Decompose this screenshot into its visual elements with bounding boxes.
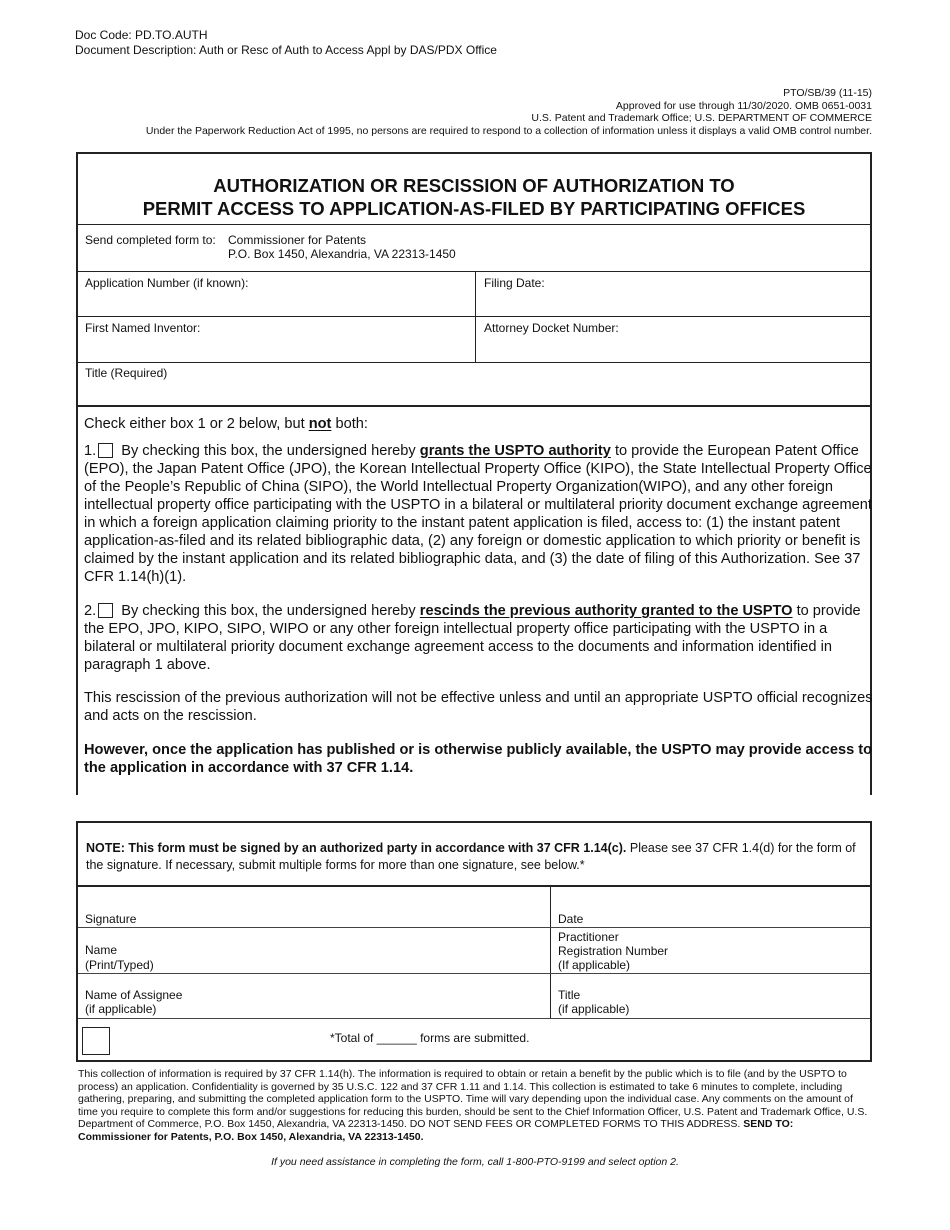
assistance-line: If you need assistance in completing the form, call 1-800-PTO-9199 and select option 2. (271, 1156, 679, 1168)
date-field[interactable]: Date (558, 912, 584, 926)
name-field-sub: (Print/Typed) (85, 958, 154, 972)
application-number-field[interactable]: Application Number (if known): (85, 276, 249, 290)
option-2-checkbox[interactable] (98, 603, 113, 618)
first-named-inventor-field[interactable]: First Named Inventor: (85, 321, 201, 335)
option-1-paragraph: 1. By checking this box, the undersigned hereby grants the USPTO authority to provide the European Patent Office (EPO), the Japan Patent Office (JPO), the Korean Intellectual Property Office (KIPO), the State Intellectual Property Office of the People’s Republic of China (SIPO), the World Intellectual Property Organization(WIPO), and any other foreign intellectual property office participating with the USPTO in a bilateral or multilateral priority document exchange agreement in which a foreign application claiming priority to the instant patent application is filed, access to: (1) the instant patent application-as-filed and its related bibliographic data, (2) any foreign or domestic application to which priority or benefit is claimed by the instant application and its related bibliographic data, and (3) the date of filing of this Authorization. See 37 CFR 1.14(h)(1). (84, 443, 872, 585)
registration-if-applicable: (If applicable) (558, 958, 631, 972)
send-to-label: Send completed form to: (85, 233, 216, 247)
form-number: PTO/SB/39 (11-15) (783, 87, 872, 99)
rescission-note: This rescission of the previous authorization will not be effective unless and until an appropriate USPTO official recognizes and acts on the rescission. (84, 690, 873, 724)
filing-date-field[interactable]: Filing Date: (484, 276, 545, 290)
title-field[interactable]: Title (Required) (85, 366, 168, 380)
doc-code: Doc Code: PD.TO.AUTH (75, 28, 208, 42)
option-2-paragraph: 2. By checking this box, the undersigned hereby rescinds the previous authority granted to the USPTO to provide the EPO, JPO, KIPO, SIPO, WIPO or any other foreign intellectual property office participating with the USPTO in a bilateral or multilateral priority document exchange agreement access to the documents and information identified in paragraph 1 above. (84, 603, 861, 673)
publication-note: However, once the application has published or is otherwise publicly available, the USPTO may provide access to the application in accordance with 37 CFR 1.14. (84, 742, 873, 776)
total-forms-text: *Total of ______ forms are submitted. (330, 1031, 530, 1045)
name-field[interactable]: Name (85, 943, 118, 957)
paperwork-notice: Under the Paperwork Reduction Act of 1995, no persons are required to respond to a collection of information unless it displays a valid OMB control number. (145, 125, 872, 137)
send-to-address: P.O. Box 1450, Alexandria, VA 22313-1450 (228, 247, 456, 261)
assignee-field-sub: (if applicable) (85, 1002, 157, 1016)
form-header-box (76, 152, 872, 407)
omb-approval: Approved for use through 11/30/2020. OMB 0651-0031 (615, 100, 872, 112)
registration-number-label: Registration Number (558, 944, 669, 958)
title-sig-field-sub: (if applicable) (558, 1002, 630, 1016)
attorney-docket-field[interactable]: Attorney Docket Number: (484, 321, 619, 335)
signature-note: NOTE: This form must be signed by an authorized party in accordance with 37 CFR 1.14(c). Please see 37 CFR 1.4(d) for the form of the signature. If necessary, submit multiple forms for more than one signature, see below.* (86, 841, 856, 872)
instructions: Check either box 1 or 2 below, but not both: (84, 416, 368, 432)
title-sig-field[interactable]: Title (558, 988, 581, 1002)
form-title-line1: AUTHORIZATION OR RESCISSION OF AUTHORIZATION TO (213, 175, 735, 196)
burden-statement: This collection of information is required by 37 CFR 1.14(h). The information is required to obtain or retain a benefit by the public which is to file (and by the USPTO to process) an application. Confidentiality is governed by 35 U.S.C. 122 and 37 CFR 1.11 and 1.14. This collection is estimated to take 6 minutes to complete, including gathering, preparing, and submitting the completed application form to the USPTO. Time will vary depending upon the individual case. Any comments on the amount of time you require to complete this form and/or suggestions for reducing this burden, should be sent to the Chief Information Officer, U.S. Patent and Trademark Office, U.S. Department of Commerce, P.O. Box 1450, Alexandria, VA 22313-1450. DO NOT SEND FEES OR COMPLETED FORMS TO THIS ADDRESS. SEND TO: Commissioner for Patents, P.O. Box 1450, Alexandria, VA 22313-1450. (78, 1068, 868, 1143)
send-to-name: Commissioner for Patents (228, 233, 367, 247)
signature-field[interactable]: Signature (85, 912, 137, 926)
total-forms-checkbox[interactable] (82, 1027, 110, 1055)
option-1-checkbox[interactable] (98, 443, 113, 458)
doc-description: Document Description: Auth or Resc of Auth to Access Appl by DAS/PDX Office (75, 43, 497, 57)
form-title-line2: PERMIT ACCESS TO APPLICATION-AS-FILED BY PARTICIPATING OFFICES (142, 198, 806, 219)
practitioner-field[interactable]: Practitioner (558, 930, 619, 944)
agency-name: U.S. Patent and Trademark Office; U.S. DEPARTMENT OF COMMERCE (531, 112, 872, 124)
signature-box (76, 821, 872, 1062)
assignee-field[interactable]: Name of Assignee (85, 988, 183, 1002)
